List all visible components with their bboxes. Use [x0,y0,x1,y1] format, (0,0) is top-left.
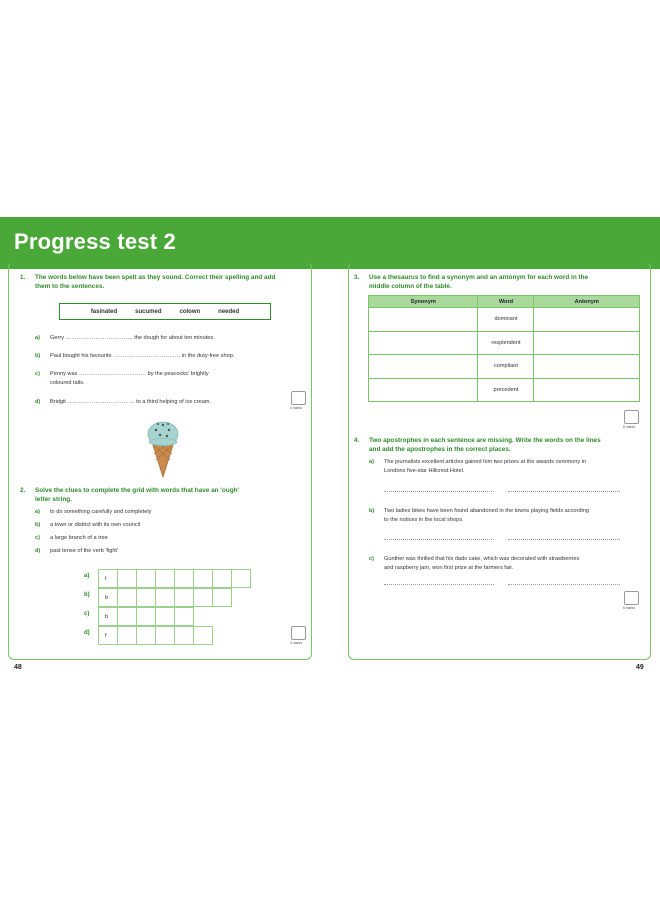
q4-instruction-line1: Two apostrophes in each sentence are missing. Write the words on the lines [369,437,601,444]
grid-cell[interactable] [175,589,194,607]
grid-cell[interactable] [137,627,156,645]
q1-marks-label: 4 marks [290,406,303,410]
table-row [369,308,640,332]
q2-instruction-line1: Solve the clues to complete the grid with words that have an 'ough' [35,487,240,494]
item-label: b) [35,522,41,528]
antonym-cell[interactable] [534,378,640,402]
item-text: Gunther was thrilled that his dads cake, which was decorated with strawberries [384,556,580,562]
item-label: c) [35,371,40,377]
item-text: and raspberry jam, won first prize at the farmers fair. [384,564,514,571]
q4-mark-box[interactable] [624,591,639,605]
grid-cell[interactable] [175,627,194,645]
item-text: Gerry ……………………………… the dough for about ten minutes. [50,335,215,341]
column-header-synonym: Synonym [369,296,478,308]
item-label: b) [369,508,375,514]
item-text: to the notices in the local shops. [384,516,464,523]
answer-line[interactable] [508,491,620,492]
column-header-antonym: Antonym [534,296,640,308]
grid-cell[interactable] [137,608,156,626]
q1-instruction-line1: The words below have been spelt as they sound. Correct their spelling and add [35,274,276,281]
q2-instruction-line2: letter string. [35,496,72,503]
table-row [369,331,640,355]
q4-marks-label: 6 marks [623,606,636,610]
q1-number: 1. [20,274,26,281]
item-text: a town or district with its own council [50,522,141,528]
item-text: Paul bought his favourite ……………………………… in the duty-free shop. [50,353,235,359]
item-label: b) [35,353,41,359]
grid-cell[interactable] [194,570,213,588]
word-cell: compliant [478,355,534,379]
synonym-cell[interactable] [369,331,478,355]
grid-cells [98,569,251,588]
page-title: Progress test 2 [14,229,176,254]
q4-instruction-line2: and add the apostrophes in the correct places. [369,446,511,453]
synonym-antonym-table [368,295,640,402]
table-row [369,378,640,402]
grid-cell[interactable] [137,570,156,588]
word-box-item: fasinated [90,308,118,315]
q3-instruction-line2: middle column of the table. [369,283,452,290]
grid-cell[interactable]: f [99,627,118,645]
item-text: Londons five-star Hillcrest Hotel. [384,467,465,474]
grid-cell[interactable] [156,570,175,588]
synonym-cell[interactable] [369,308,478,332]
grid-cell[interactable] [194,589,213,607]
q2-marks-label: 4 marks [290,641,303,645]
answer-line[interactable] [384,539,494,540]
grid-cell[interactable] [118,570,137,588]
grid-cell[interactable] [194,627,213,645]
synonym-cell[interactable] [369,355,478,379]
grid-cells [98,626,213,645]
grid-cell[interactable]: b [99,608,118,626]
synonym-cell[interactable] [369,378,478,402]
answer-line[interactable] [508,584,620,585]
q3-marks-label: 8 marks [623,425,636,429]
item-text: The journalists excellent articles gained him two prizes at the awards ceremony in [384,459,587,465]
word-box-item: sucumed [135,308,162,315]
grid-row-label: b) [84,592,90,598]
antonym-cell[interactable] [534,355,640,379]
word-cell: dominant [478,308,534,332]
grid-cell[interactable] [156,608,175,626]
grid-cell[interactable] [156,589,175,607]
ice-cream-icon [146,414,180,478]
item-label: a) [35,509,40,515]
item-label: d) [35,399,41,405]
column-header-word: Word [478,296,534,308]
page-number-left: 48 [14,664,22,671]
item-text: a large branch of a tree [50,535,108,541]
grid-cell[interactable]: t [99,570,118,588]
antonym-cell[interactable] [534,308,640,332]
answer-line[interactable] [384,584,494,585]
grid-cell[interactable] [213,570,232,588]
item-text: past tense of the verb 'fight' [50,548,119,554]
grid-cell[interactable] [232,570,251,588]
antonym-cell[interactable] [534,331,640,355]
word-cell: precedent [478,378,534,402]
q1-mark-box[interactable] [291,391,306,405]
grid-row-label: d) [84,630,90,636]
grid-cell[interactable] [175,570,194,588]
grid-cell[interactable] [118,589,137,607]
page-number-right: 49 [636,664,644,671]
q2-mark-box[interactable] [291,626,306,640]
grid-row-label: c) [84,611,90,617]
item-text: Penny was ……………………………… by the peacocks' brightly [50,371,209,377]
grid-cells [98,607,194,626]
grid-cell[interactable]: b [99,589,118,607]
grid-cells [98,588,232,607]
q3-number: 3. [354,274,360,281]
item-text: coloured tails. [50,379,85,386]
table-header-row [369,296,640,308]
grid-cell[interactable] [137,589,156,607]
answer-line[interactable] [384,491,494,492]
word-box-item: colown [179,308,201,315]
grid-cell[interactable] [118,608,137,626]
item-label: a) [369,459,374,465]
q2-number: 2. [20,487,26,494]
grid-cell[interactable] [156,627,175,645]
word-box [59,303,271,320]
item-label: a) [35,335,40,341]
item-label: c) [369,556,374,562]
q3-mark-box[interactable] [624,410,639,424]
word-cell: resplendent [478,331,534,355]
q3-instruction-line1: Use a thesaurus to find a synonym and an antonym for each word in the [369,274,589,281]
item-label: d) [35,548,41,554]
table-row [369,355,640,379]
item-text: to do something carefully and completely [50,509,152,515]
item-text: Two ladies bikes have been found abandoned in the towns playing fields according [384,508,589,514]
grid-cell[interactable] [118,627,137,645]
word-box-item: needed [218,308,240,315]
answer-line[interactable] [508,539,620,540]
q4-number: 4. [354,437,360,444]
q1-instruction-line2: them to the sentences. [35,283,105,290]
item-text: Bridgit ……………………………… to a third helping of ice cream. [50,399,212,405]
grid-cell[interactable] [175,608,194,626]
grid-cell[interactable] [213,589,232,607]
grid-row-label: a) [84,573,90,579]
item-label: c) [35,535,40,541]
